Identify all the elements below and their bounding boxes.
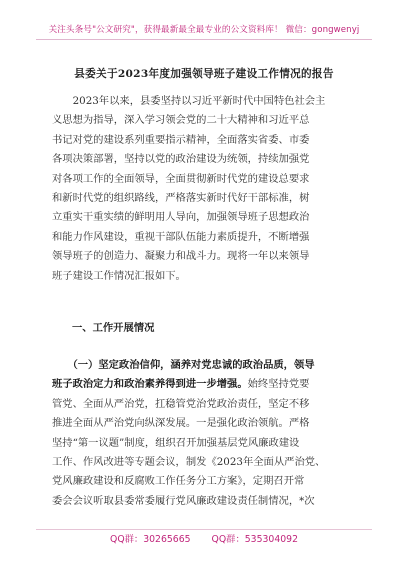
paragraph-line: 领导班子的创造力、凝聚力和战斗力。现将一年以来领导 bbox=[52, 250, 310, 263]
header-banner: 关注头条号"公文研究"，获得最新最全最专业的公文资料库！ 微信：gongwenyj bbox=[48, 25, 360, 35]
paragraph-line: 义思想为指导，深入学习领会党的二十大精神和习近平总 bbox=[52, 114, 310, 127]
document-title: 县委关于2023年度加强领导班子建设工作情况的报告 bbox=[74, 68, 334, 80]
footer bbox=[36, 533, 372, 547]
paragraph-line: 立重实干重实绩的鲜明用人导向，加强领导班子思想政治 bbox=[52, 211, 310, 224]
text-run: 推进全面从严治党向纵深发展。一是强化政治领航。严格 bbox=[52, 417, 310, 430]
paragraph-line bbox=[52, 356, 352, 375]
paragraph-line bbox=[52, 492, 352, 511]
section-paragraph bbox=[52, 356, 352, 511]
text-run: 党风廉政建设和反腐败工作任务分工方案》，定期召开常 bbox=[52, 475, 305, 488]
paragraph-line: 和能力作风建设，重视干部队伍能力素质提升，不断增强 bbox=[52, 230, 310, 243]
text-run: 坚持“第一议题”制度，组织召开加强基层党风廉政建设 bbox=[52, 436, 300, 449]
text-run: 工作、作风改进等专题会议，制发《2023年全面从严治党、 bbox=[52, 455, 326, 468]
paragraph-line bbox=[52, 375, 352, 394]
footer-qq-group-1: QQ群：30265665 bbox=[110, 534, 191, 545]
paragraph-line: 书记对党的建设系列重要指示精神，全面落实省委、市委 bbox=[52, 133, 310, 146]
header-divider bbox=[36, 39, 372, 40]
paragraph-line bbox=[52, 472, 352, 491]
paragraph-line: 对各项工作的全面领导，全面贯彻新时代党的建设总要求 bbox=[52, 172, 310, 185]
text-run: 始终坚持党要 bbox=[247, 378, 310, 391]
paragraph-line bbox=[52, 453, 352, 472]
intro-paragraph bbox=[52, 92, 352, 286]
paragraph-line: 各项决策部署，坚持以党的政治建设为统领，持续加强党 bbox=[52, 153, 310, 166]
bold-run: （一）坚定政治信仰，涵养对党忠诚的政治品质，领导 bbox=[52, 359, 315, 371]
paragraph-line: 2023年以来，县委坚持以习近平新时代中国特色社会主 bbox=[52, 95, 326, 107]
paragraph-line bbox=[52, 414, 352, 433]
section-heading: 一、工作开展情况 bbox=[72, 322, 155, 334]
text-run: 委会会议听取县委常委履行党风廉政建设责任制情况，*次 bbox=[52, 494, 315, 507]
paragraph-line bbox=[52, 434, 352, 453]
footer-divider bbox=[36, 529, 372, 530]
bold-run: 班子政治定力和政治素养得到进一步增强。 bbox=[52, 378, 248, 391]
text-run: 管党、全面从严治党，扛稳管党治党政治责任，坚定不移 bbox=[52, 397, 310, 410]
paragraph-line: 班子建设工作情况汇报如下。 bbox=[52, 269, 186, 282]
footer-qq-group-2: QQ群：535304092 bbox=[211, 534, 298, 545]
paragraph-line bbox=[52, 395, 352, 414]
paragraph-line: 和新时代党的组织路线，严格落实新时代好干部标准，树 bbox=[52, 191, 310, 204]
